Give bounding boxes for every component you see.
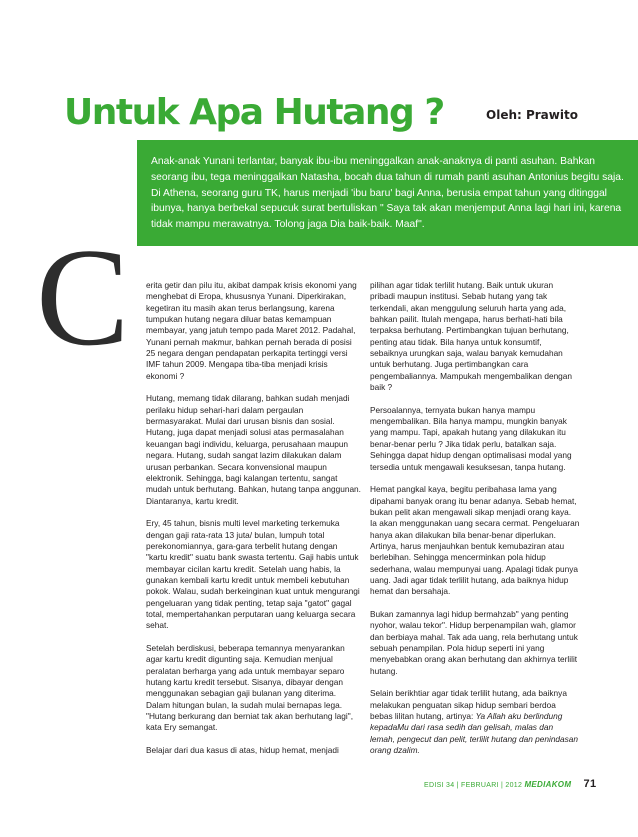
left-column (146, 280, 361, 756)
edition-info: EDISI 34 | FEBRUARI | 2012 (424, 782, 523, 789)
article-title: Untuk Apa Hutang ? (64, 92, 444, 133)
lead-box (137, 140, 638, 246)
page-footer (424, 778, 596, 790)
prayer-intro: Selain berikhtiar agar tidak terlilit hutang, ada baiknya melakukan penguatan sikap hidup sembari berdoa bebas lilitan hutang, artinya: (370, 688, 567, 722)
body-paragraph: Setelah berdiskusi, beberapa temannya menyarankan agar kartu kredit digunting saja. Kemudian menjual peralatan berharga yang ada untuk membayar separo hutang kartu kredit tersebut. Sisanya, dibayar dengan menggunakan sebagian gaji bulanan yang diterima. Dalam hitungan bulan, la sudah mulai bernapas lega. "Hutang berkurang dan berniat tak akan berhutang lagi", kata Ery semangat. (146, 643, 354, 733)
body-paragraph: Belajar dari dua kasus di atas, hidup hemat, menjadi (146, 745, 339, 756)
prayer-text: Ya Allah aku berlindung kepadaMu dari rasa sedih dan gelisah, malas dan lemah, pengecut dan pelit, terlilit hutang dan penindasan orang dzalim. (370, 711, 579, 756)
body-paragraph: pilihan agar tidak terlilit hutang. Baik untuk ukuran pribadi maupun institusi. Sebab hutang yang tak terkendali, akan menggulung seluruh harta yang ada, bahkan pailit. Itulah mengapa, harus berhati-hati bila terpaksa berhutang. Pertimbangkan tujuan berhutang, penting atau tidak. Bila hanya untuk konsumtif, sebaiknya urungkan saja, walau banyak kemudahan untuk berhutang. Juga pertimbangkan cara pengembaliannya. Mampukah mengembalikan dengan baik ? (370, 280, 573, 393)
body-paragraph-prayer (370, 688, 580, 756)
body-paragraph: Persoalannya, ternyata bukan hanya mampu mengembalikan. Bila hanya mampu, mungkin banyak yang mampu. Tapi, apakah hutang yang dilakukan itu benar-benar perlu ? Jika tidak perlu, batalkan saja. Sehingga dapat hidup dengan optimalisasi modal yang tersedia untuk mengawali kesuksesan, tanpa hutang. (370, 404, 572, 472)
body-paragraph: Ery, 45 tahun, bisnis multi level marketing terkemuka dengan gaji rata-rata 13 juta/ bulan, lumpuh total perekonomiannya, gara-gara terbelit hutang dengan "kartu kredit" suatu bank swasta tertentu. Gaji habis untuk membayar cicilan kartu kredit. Setelah uang habis, la gunakan kembali kartu kredit untuk membeli kebutuhan pokok. Walau, sudah berkeinginan kuat untuk mengurangi pengeluaran yang tidak penting, tetap saja "gatot" gagal total, mempertahankan perputaran uang keluarga secara sehat. (146, 518, 360, 631)
body-paragraph: erita getir dan pilu itu, akibat dampak krisis ekonomi yang menghebat di Eropa, khususnya Yunani. Diperkirakan, kegetiran itu masih akan terus berlangsung, karena tumpukan hutang negara diluar batas kemampuan membayar, yang jatuh tempo pada Maret 2012. Padahal, Yunani pernah makmur, bahkan pernah berada di posisi 25 negara dengan pendapatan perkapita tertinggi versi IMF tahun 2009. Mengapa tiba-tiba menjadi krisis ekonomi ? (146, 280, 357, 381)
body-paragraph: Bukan zamannya lagi hidup bermahzab" yang penting nyohor, walau tekor". Hidup berpenampilan wah, glamor dan berbiaya mahal. Tak ada uang, rela berhutang untuk sebuah penampilan. Pola hidup seperti ini yang menyebabkan orang akan berhutang dan akhirnya terlilit hutang. (370, 608, 578, 676)
body-paragraph: Hutang, memang tidak dilarang, bahkan sudah menjadi perilaku hidup sehari-hari dalam pergaulan bermasyarakat. Mulai dari urusan bisnis dan sosial. Hutang, juga dapat menjadi solusi atas permasalahan keuangan bagi individu, keluarga, perusahaan maupun negara. Hutang, sudah sangat lazim dilakukan dalam urusan perbankan. Secara konvensional maupun elektronik. Sehingga, bagi kalangan tertentu, sangat mudah untuk berhutang. Bahkan, hutang tanpa anggunan. Diantaranya, kartu kredit. (146, 393, 361, 506)
drop-cap: C (36, 220, 130, 375)
magazine-brand: MEDIAKOM (524, 780, 572, 789)
page-number: 71 (583, 778, 597, 790)
right-column (370, 280, 580, 756)
body-paragraph: Hemat pangkal kaya, begitu peribahasa lama yang dipahami banyak orang itu benar adanya. Sebab hemat, bukan pelit akan mengawali sikap menjadi orang kaya. Ia akan menggunakan uang secara cermat. Pengeluaran hanya akan dilakukan bila benar-benar diperlukan. Artinya, harus menjauhkan bentuk kemubaziran atau berlebihan. Sehingga mencerminkan pola hidup sederhana, walau mempunyai uang. Apalagi tidak punya uang. Jadi agar tidak terlilit hutang, ada baiknya hidup hemat dan bersahaja. (370, 484, 580, 597)
lead-text: Anak-anak Yunani terlantar, banyak ibu-ibu meninggalkan anak-anaknya di panti asuhan. Bahkan seorang ibu, tega meninggalkan Natasha, bocah dua tahun di rumah panti asuhan Antonius begitu saja. Di Athena, seorang guru TK, harus menjadi 'ibu baru' bagi Anna, berusia empat tahun yang ditinggal ibunya, hanya berbekal sepucuk surat bertuliskan " Saya tak akan menjemput Anna lagi hari ini, karena tidak mampu merawatnya. Tolong jaga Dia baik-baik. Maaf". (151, 156, 624, 231)
author-byline: Oleh: Prawito (486, 108, 578, 122)
